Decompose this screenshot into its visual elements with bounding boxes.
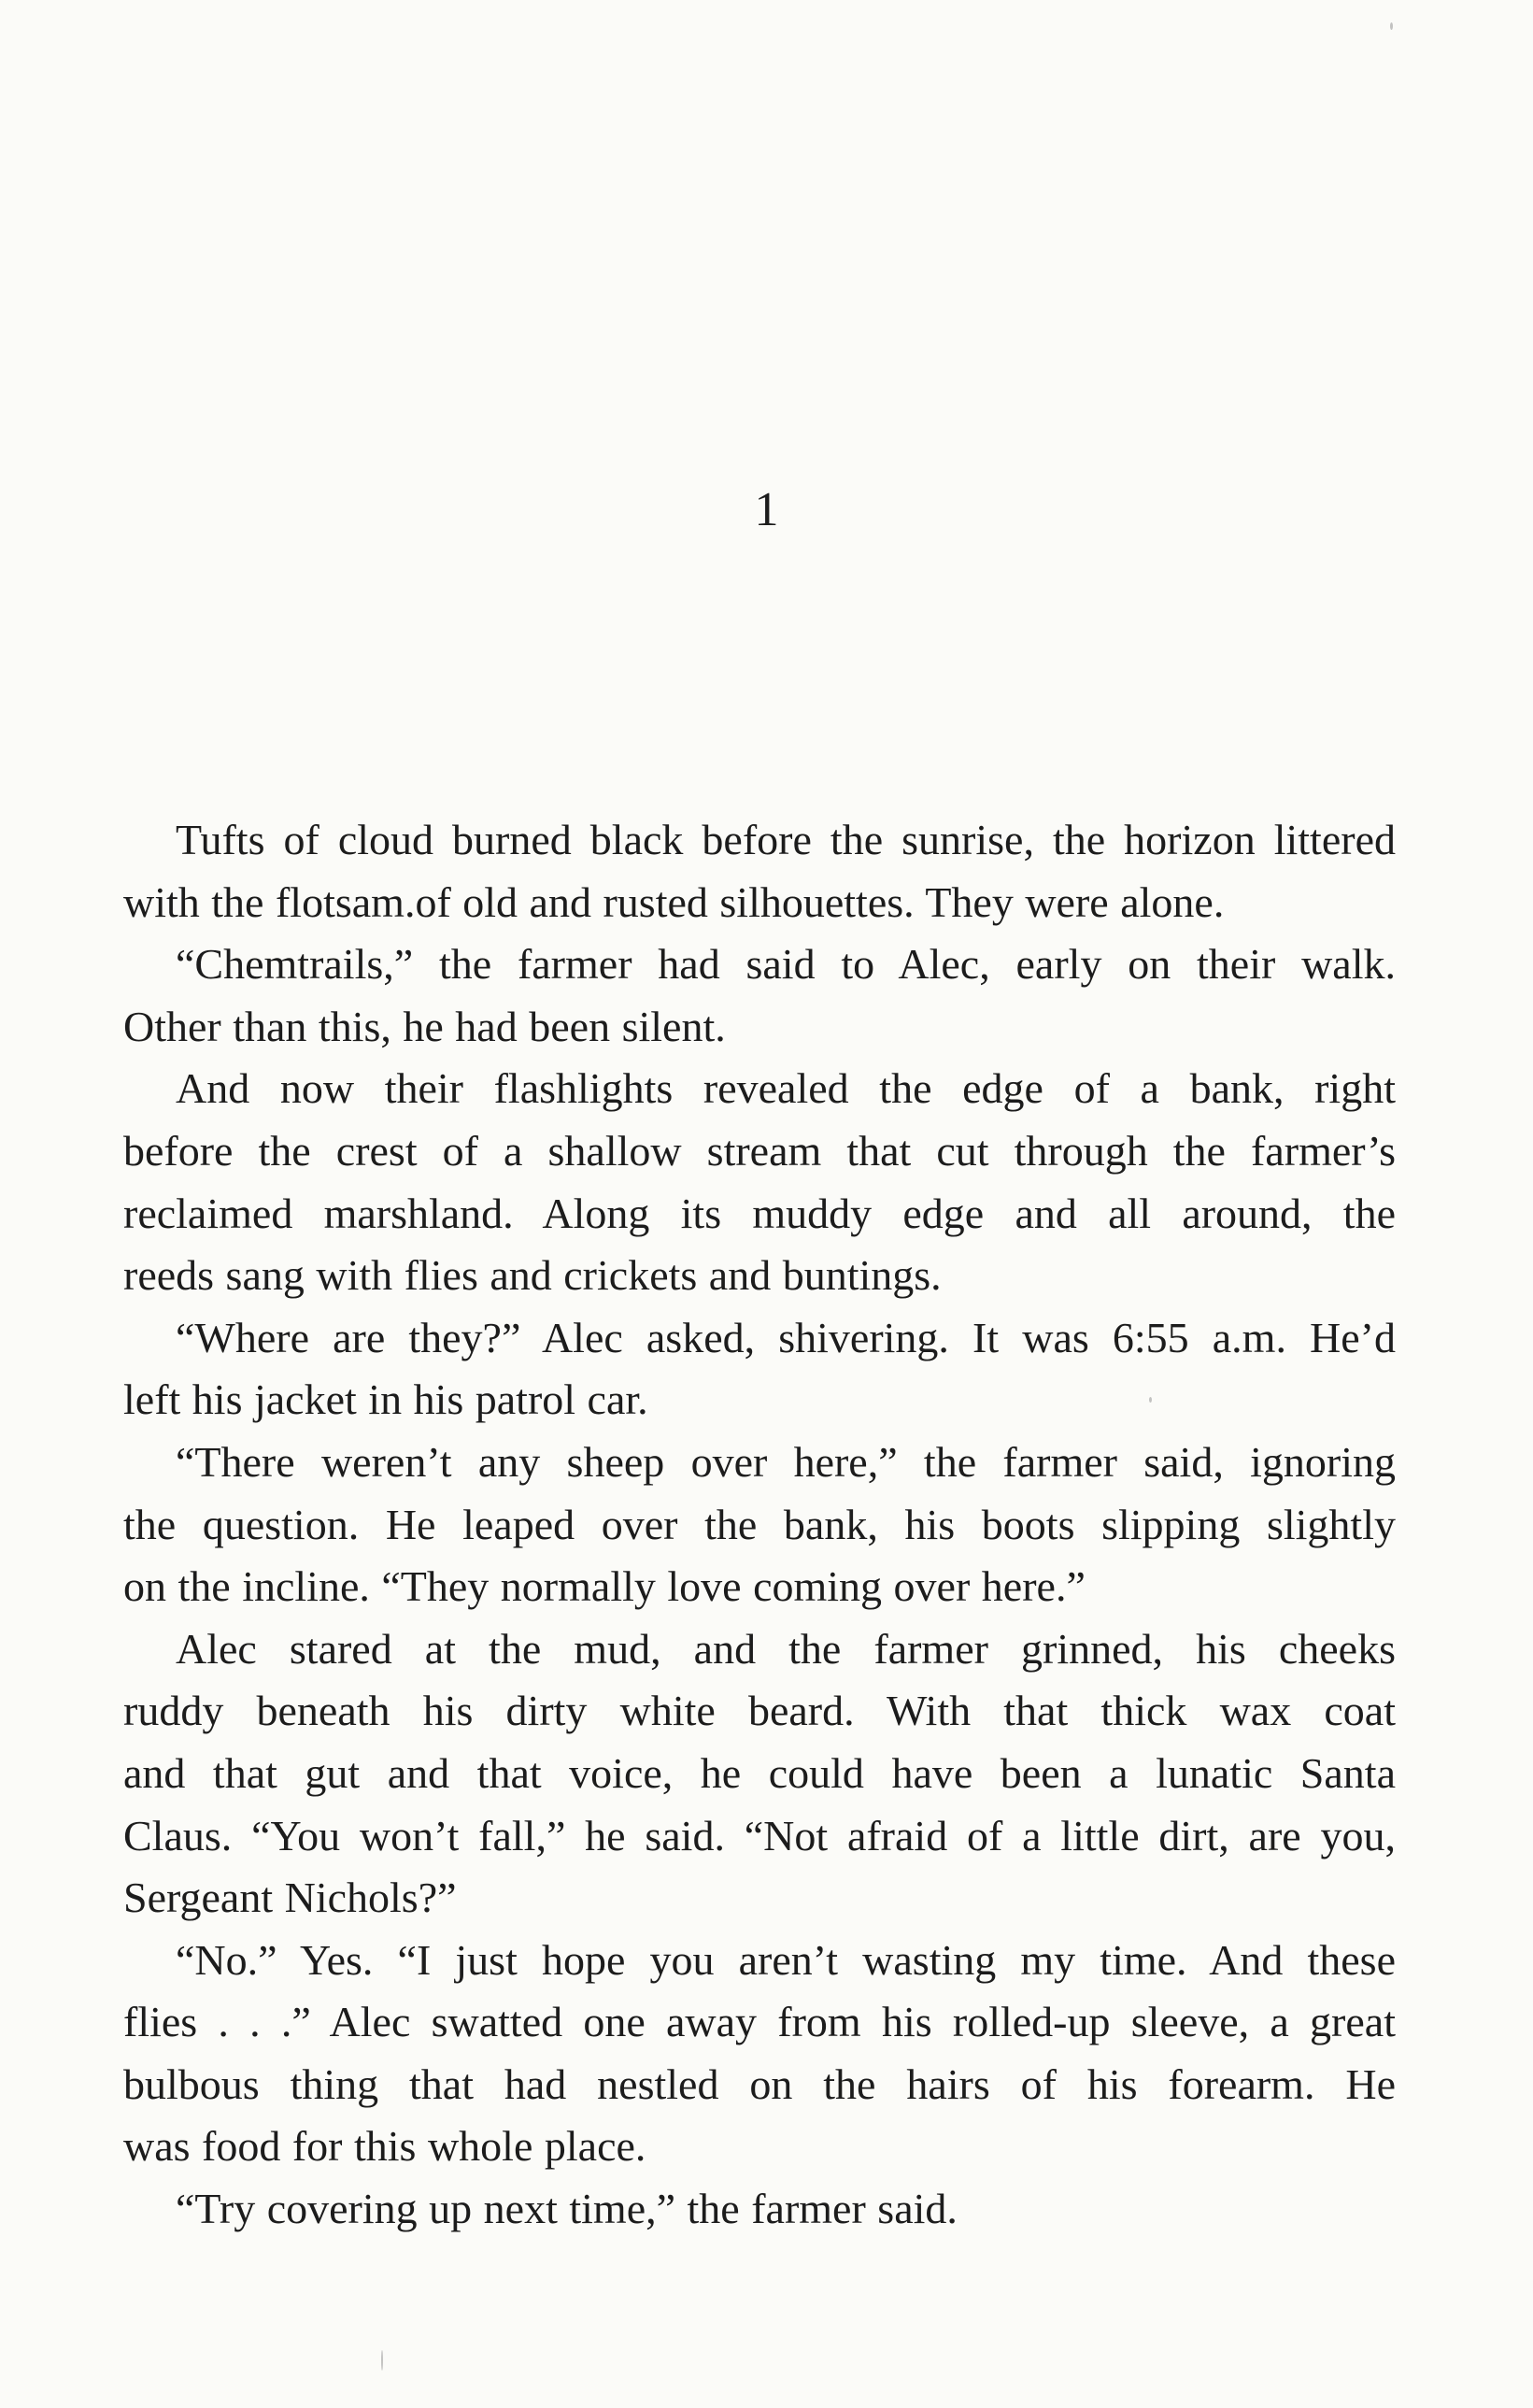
text-line: was food for this whole place. <box>123 2122 646 2171</box>
paragraph <box>123 1618 1396 1930</box>
scan-speck <box>1390 22 1393 30</box>
text-line: “No.” Yes. “I just hope you aren’t wasting my time. And these <box>176 1935 1396 1984</box>
text-line: bulbous thing that had nestled on the hairs of his forearm. He <box>123 2059 1396 2108</box>
paragraph <box>123 809 1396 933</box>
text-line: flies . . .” Alec swatted one away from his rolled-up sleeve, a great <box>123 1998 1396 2046</box>
text-line: and that gut and that voice, he could have been a lunatic Santa <box>123 1748 1396 1797</box>
paragraph <box>123 933 1396 1058</box>
text-line: ruddy beneath his dirty white beard. With that thick wax coat <box>123 1687 1396 1735</box>
paragraph <box>123 1058 1396 1306</box>
paragraph <box>123 1307 1396 1432</box>
paragraph <box>123 1930 1396 2178</box>
paragraph <box>123 2178 1396 2241</box>
text-line: “Chemtrails,” the farmer had said to Alec, early on their walk. <box>176 940 1396 989</box>
scan-speck <box>381 2350 383 2371</box>
text-line: And now their flashlights revealed the edge of a bank, right <box>176 1064 1396 1113</box>
chapter-number: 1 <box>754 483 779 536</box>
text-line: Sergeant Nichols?” <box>123 1874 457 1922</box>
text-line: Tufts of cloud burned black before the sunrise, the horizon littered <box>176 816 1396 863</box>
paragraph <box>123 1432 1396 1618</box>
text-line: Claus. “You won’t fall,” he said. “Not afraid of a little dirt, are you, <box>123 1811 1396 1859</box>
text-line: on the incline. “They normally love coming over here.” <box>123 1562 1086 1611</box>
text-line: “Where are they?” Alec asked, shivering. It was 6:55 a.m. He’d <box>176 1313 1396 1361</box>
text-line: reclaimed marshland. Along its muddy edge and all around, the <box>123 1189 1396 1237</box>
text-line: the question. He leaped over the bank, his boots slipping slightly <box>123 1500 1396 1548</box>
text-line: with the flotsam.of old and rusted silhouettes. They were alone. <box>123 877 1225 926</box>
text-line: left his jacket in his patrol car. <box>123 1375 648 1424</box>
text-line: before the crest of a shallow stream that cut through the farmer’s <box>123 1126 1396 1175</box>
chapter-body <box>123 809 1396 2241</box>
text-line: “There weren’t any sheep over here,” the farmer said, ignoring <box>176 1437 1396 1486</box>
text-line: Other than this, he had been silent. <box>123 1002 726 1050</box>
scan-speck <box>1149 1397 1152 1403</box>
text-line: Alec stared at the mud, and the farmer grinned, his cheeks <box>176 1624 1396 1673</box>
text-line: reeds sang with flies and crickets and buntings. <box>123 1251 942 1300</box>
text-line: “Try covering up next time,” the farmer said. <box>176 2185 958 2233</box>
